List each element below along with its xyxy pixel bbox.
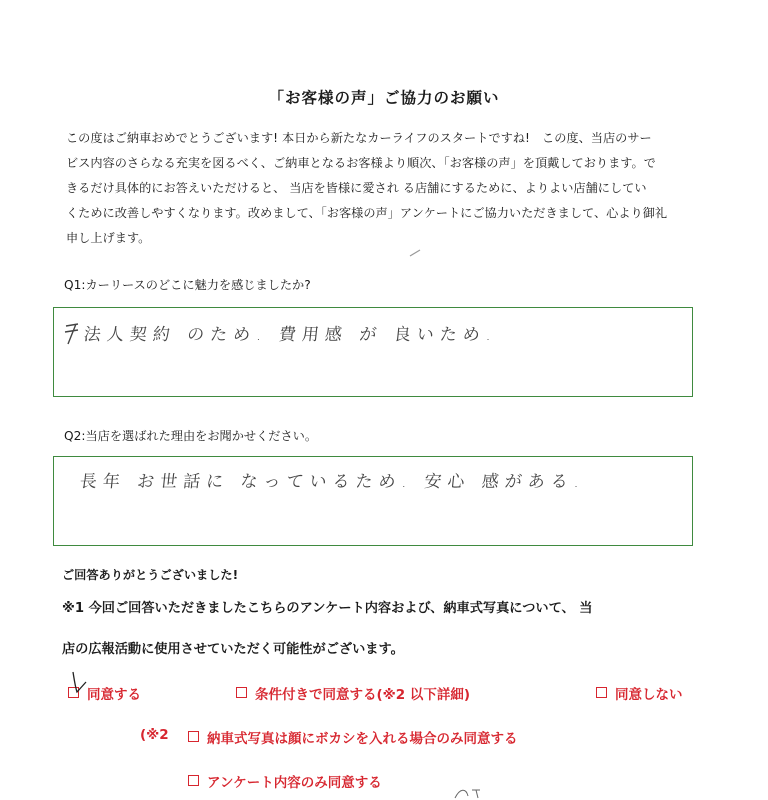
- note-2-label: (※2: [140, 727, 169, 743]
- option-blur-face[interactable]: 納車式写真は顔にボカシを入れる場合のみ同意する: [188, 727, 518, 747]
- notice-line-1: ※1 今回ご回答いただきましたこちらのアンケート内容および、納車式写真について、 当: [62, 601, 593, 616]
- intro-line: この度はご納車おめでとうございます! 本日から新たなカーライフのスタートですね! この度、当店のサー: [66, 131, 652, 145]
- question-1-answer-box[interactable]: [53, 307, 693, 397]
- handwritten-mark: [62, 322, 82, 346]
- checkbox-conditional[interactable]: [236, 687, 247, 698]
- question-1-label: Q1:カーリースのどこに魅力を感じましたか?: [64, 278, 311, 292]
- stray-scribble: [452, 786, 492, 800]
- question-2-answer: 長年 お世話に なっているため. 安心 感がある.: [78, 472, 587, 492]
- question-1-answer: 法人契約 のため. 費用感 が 良いため.: [82, 325, 499, 345]
- option-disagree[interactable]: 同意しない: [596, 683, 683, 703]
- intro-line: くために改善しやすくなります。改めまして、「お客様の声」アンケートにご協力いただきまして、心より御礼: [66, 206, 668, 220]
- checkbox-disagree[interactable]: [596, 687, 607, 698]
- option-conditional[interactable]: 条件付きで同意する(※2 以下詳細): [236, 683, 470, 703]
- question-2-label: Q2:当店を選ばれた理由をお聞かせください。: [64, 429, 318, 443]
- question-2-answer-box[interactable]: [53, 456, 693, 546]
- intro-line: きるだけ具体的にお答えいただけると、 当店を皆様に愛され る店舗にするために、よりよい店舗にしてい: [66, 181, 647, 195]
- form-title: 「お客様の声」ご協力のお願い: [268, 89, 500, 107]
- notice-line-2: 店の広報活動に使用させていただく可能性がございます。: [62, 642, 404, 657]
- intro-line: ビス内容のさらなる充実を図るべく、ご納車となるお客様より順次、「お客様の声」を頂戴しております。で: [66, 156, 656, 170]
- intro-paragraph: [66, 126, 716, 251]
- intro-line: 申し上げます。: [66, 231, 151, 245]
- checkbox-blur-face[interactable]: [188, 731, 199, 742]
- option-agree[interactable]: 同意する: [68, 683, 141, 703]
- option-survey-only[interactable]: アンケート内容のみ同意する: [188, 771, 382, 791]
- checkmark-icon: [70, 668, 90, 698]
- checkbox-survey-only[interactable]: [188, 775, 199, 786]
- stray-mark: [408, 248, 422, 258]
- thanks-text: ご回答ありがとうございました!: [62, 568, 239, 582]
